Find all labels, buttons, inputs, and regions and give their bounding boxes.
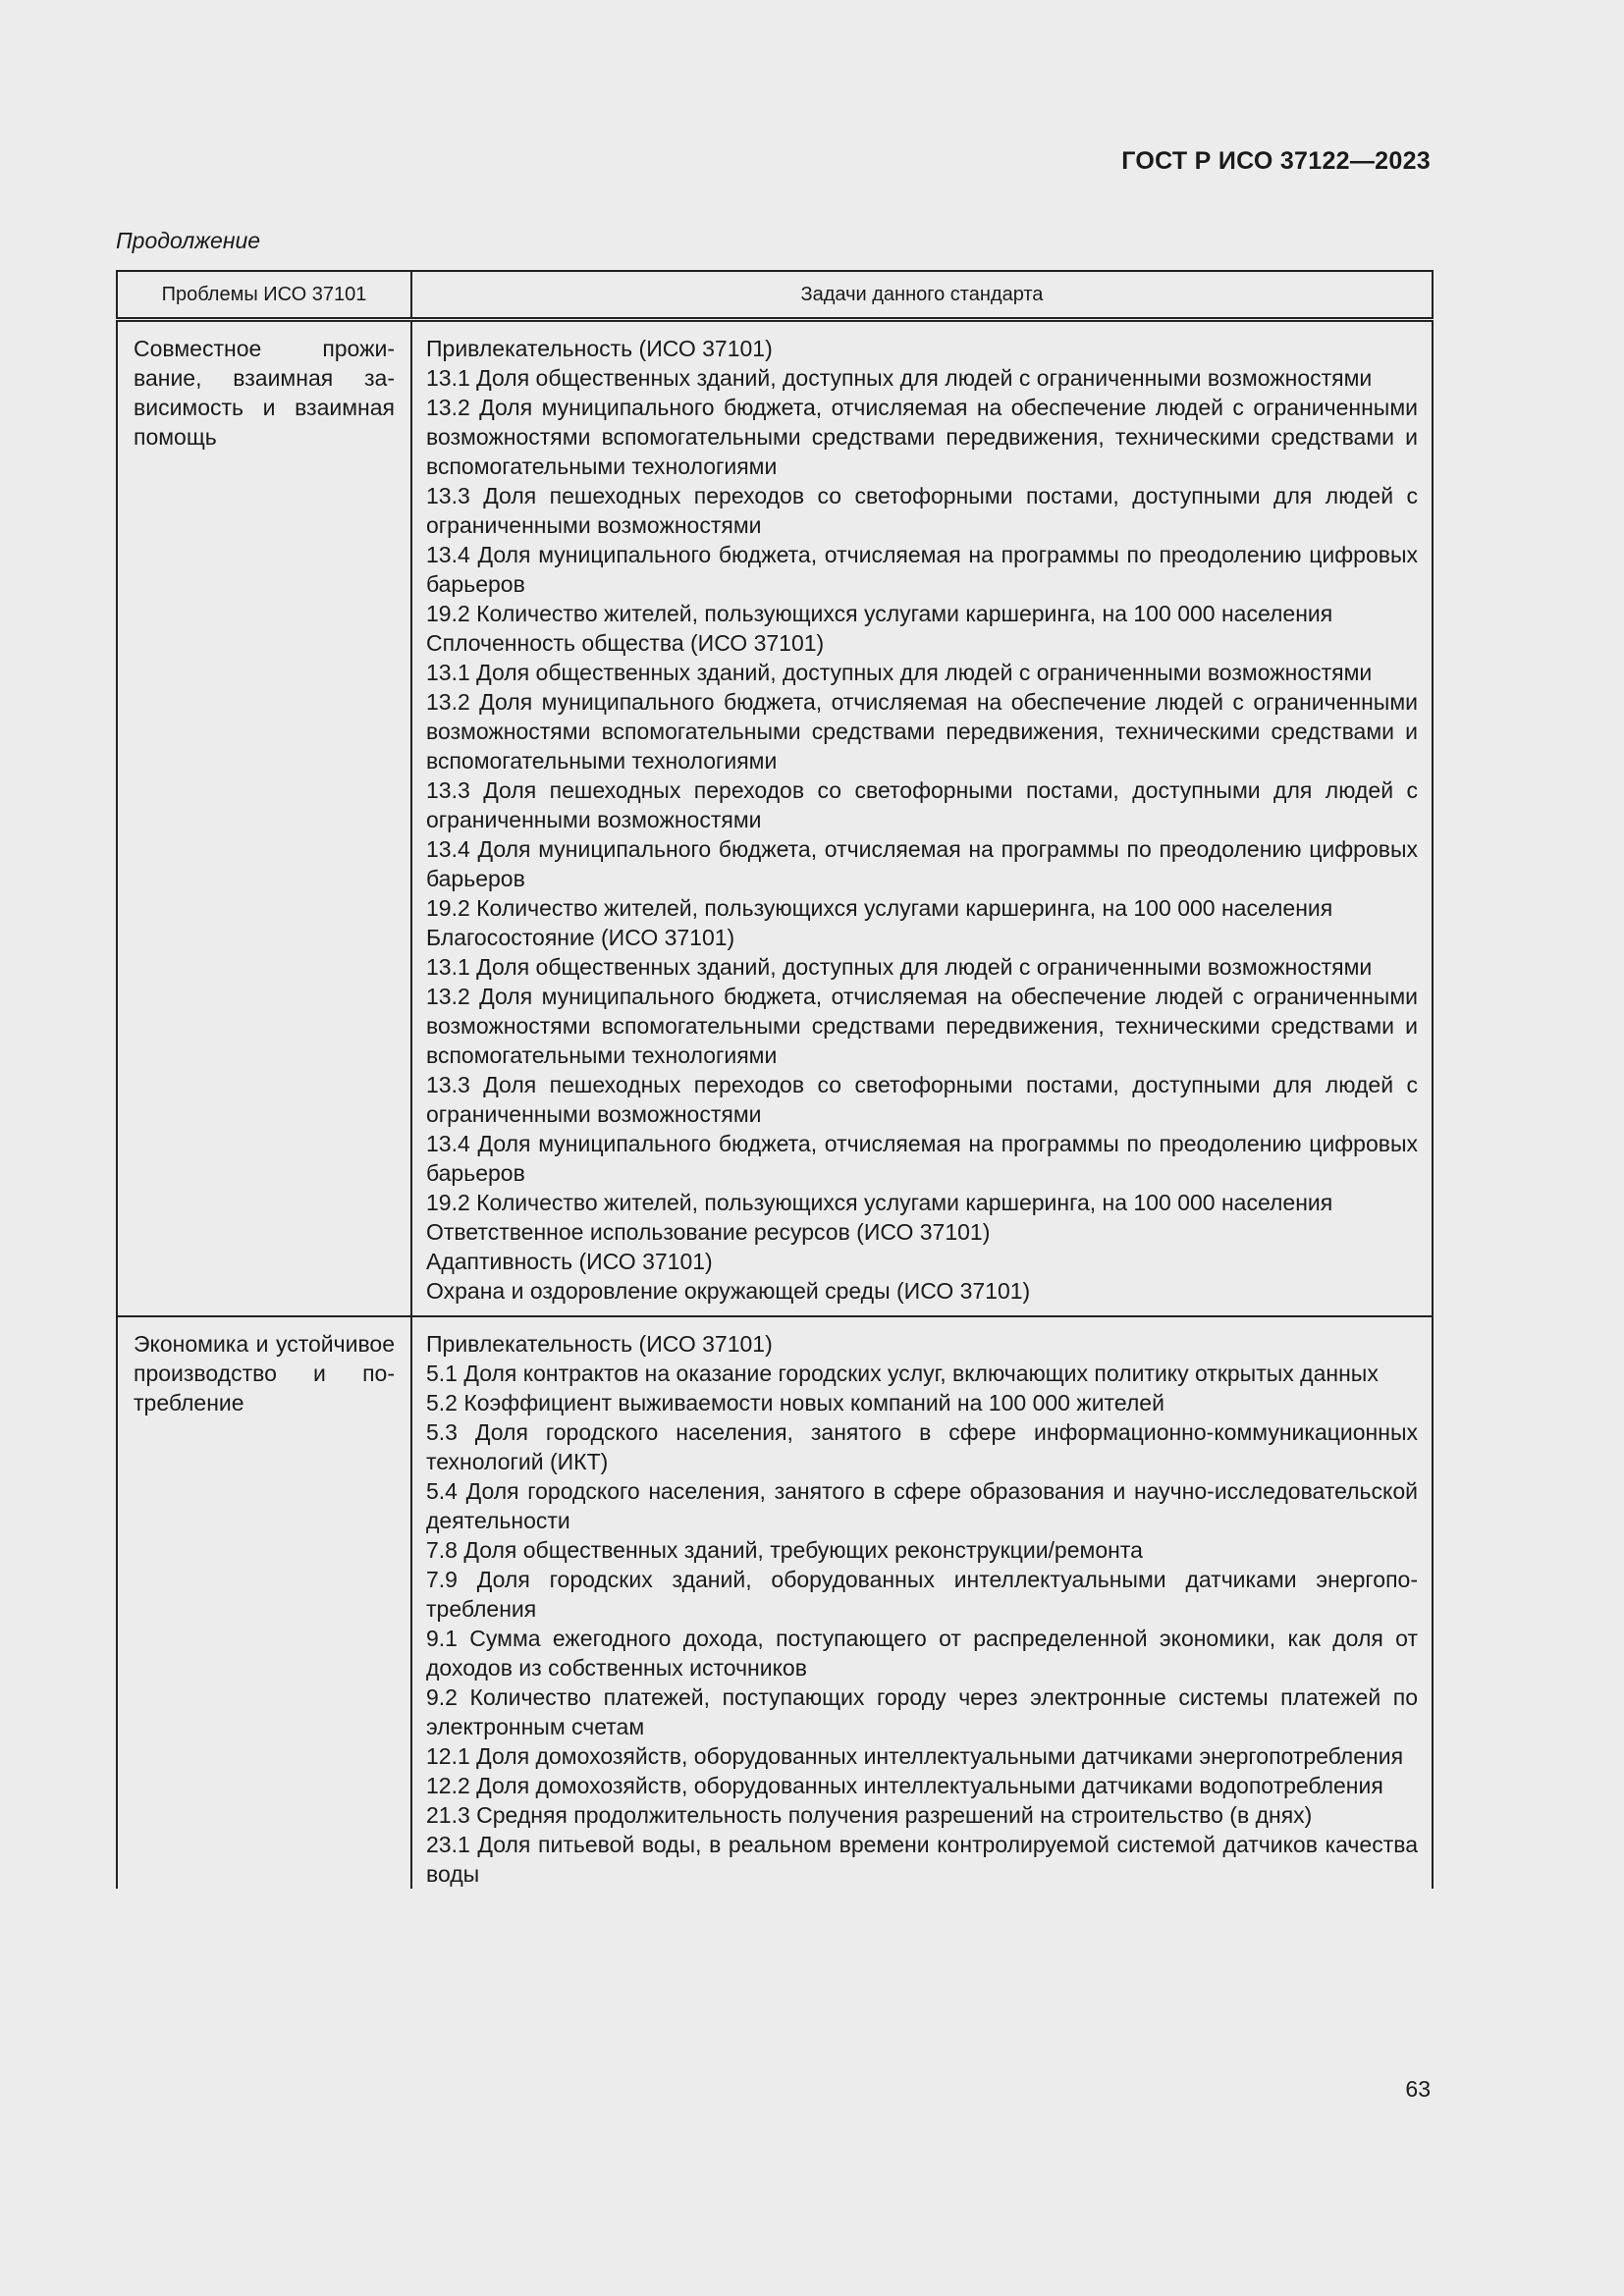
task-item: Адаптивность (ИСО 37101) [426, 1249, 713, 1274]
problem-cell: Совместное проживание, взаимная зависимость и взаимная помощь [117, 320, 411, 1317]
task-item: 19.2 Количество жителей, пользующихся услугами каршеринга, на 100 000 населения [426, 601, 1333, 626]
task-item: Благосостояние (ИСО 37101) [426, 925, 735, 950]
column-header-problems: Проблемы ИСО 37101 [117, 271, 411, 320]
task-item: 13.3 Доля пешеходных переходов со светофорными постами, доступными для людей с ограниченными возможностями [426, 777, 1418, 832]
task-item: 13.3 Доля пешеходных переходов со светофорными постами, доступными для людей с ограниченными возможностями [426, 1072, 1418, 1127]
task-item: 13.1 Доля общественных зданий, доступных для людей с ограниченными возможностями [426, 954, 1373, 980]
task-item: 13.1 Доля общественных зданий, доступных для людей с ограниченными возможностями [426, 365, 1373, 391]
task-item: 13.4 Доля муниципального бюджета, отчисляемая на программы по преодолению цифровых барьеров [426, 836, 1418, 891]
table-header-row [117, 271, 1433, 320]
task-item: 19.2 Количество жителей, пользующихся услугами каршеринга, на 100 000 населения [426, 1190, 1333, 1215]
task-item: 7.8 Доля общественных зданий, требующих реконструкции/ремонта [426, 1537, 1143, 1563]
task-item: 13.3 Доля пешеходных переходов со светофорными постами, доступными для людей с ограниченными возможностями [426, 483, 1418, 538]
tasks-cell [411, 320, 1433, 1317]
task-item: 12.1 Доля домохозяйств, оборудованных интеллектуальными датчиками энергопотребления [426, 1743, 1404, 1769]
task-item: 23.1 Доля питьевой воды, в реальном времени контролируемой системой датчиков качества воды [426, 1832, 1418, 1887]
problem-cell: Экономика и устойчивое производство и потребление [117, 1316, 411, 1889]
task-item: 12.2 Доля домохозяйств, оборудованных интеллектуальными датчиками водопотребления [426, 1773, 1383, 1798]
task-item: Охрана и оздоровление окружающей среды (ИСО 37101) [426, 1278, 1031, 1304]
task-item: 5.4 Доля городского населения, занятого в сфере образования и научно-исследовательской деятельности [426, 1478, 1418, 1533]
task-item: 21.3 Средняя продолжительность получения разрешений на строительство (в днях) [426, 1802, 1313, 1828]
task-item: 5.2 Коэффициент выживаемости новых компаний на 100 000 жителей [426, 1390, 1164, 1415]
tasks-cell [411, 1316, 1433, 1889]
table-row [117, 1316, 1433, 1889]
task-item: 5.1 Доля контрактов на оказание городских услуг, включающих политику открытых данных [426, 1361, 1379, 1386]
task-item: 13.2 Доля муниципального бюджета, отчисляемая на обеспечение людей с ограниченными возможностями вспомогательными средствами передвижения, техническими средствами и вспомогательными технологиями [426, 984, 1418, 1068]
task-item: 19.2 Количество жителей, пользующихся услугами каршеринга, на 100 000 населения [426, 895, 1333, 921]
standards-table [116, 270, 1434, 1889]
task-item: 13.1 Доля общественных зданий, доступных для людей с ограниченными возможностями [426, 660, 1373, 685]
task-item: Привлекательность (ИСО 37101) [426, 336, 773, 361]
task-item: 13.2 Доля муниципального бюджета, отчисляемая на обеспечение людей с ограниченными возможностями вспомогательными средствами передвижения, техническими средствами и вспомогательными технологиями [426, 395, 1418, 479]
task-item: 7.9 Доля городских зданий, оборудованных интеллектуальными датчиками энергопотребления [426, 1567, 1418, 1622]
continuation-label: Продолжение [116, 228, 261, 253]
task-item: 13.2 Доля муниципального бюджета, отчисляемая на обеспечение людей с ограниченными возможностями вспомогательными средствами передвижения, техническими средствами и вспомогательными технологиями [426, 689, 1418, 774]
task-item: 5.3 Доля городского населения, занятого в сфере информационно-коммуникационных технологий (ИКТ) [426, 1419, 1418, 1474]
task-item: 9.1 Сумма ежегодного дохода, поступающего от распределенной экономики, как доля от доходов из собственных источников [426, 1626, 1418, 1681]
task-item: Сплоченность общества (ИСО 37101) [426, 630, 825, 656]
task-item: 13.4 Доля муниципального бюджета, отчисляемая на программы по преодолению цифровых барьеров [426, 1131, 1418, 1186]
task-item: 13.4 Доля муниципального бюджета, отчисляемая на программы по преодолению цифровых барьеров [426, 542, 1418, 597]
task-item: Привлекательность (ИСО 37101) [426, 1331, 773, 1357]
task-item: 9.2 Количество платежей, поступающих городу через электронные системы платежей по электронным счетам [426, 1684, 1418, 1739]
table-row [117, 320, 1433, 1317]
page-number: 63 [1405, 2076, 1431, 2102]
task-item: Ответственное использование ресурсов (ИСО 37101) [426, 1219, 991, 1245]
standard-designation: ГОСТ Р ИСО 37122—2023 [1121, 147, 1431, 175]
column-header-tasks: Задачи данного стандарта [411, 271, 1433, 320]
